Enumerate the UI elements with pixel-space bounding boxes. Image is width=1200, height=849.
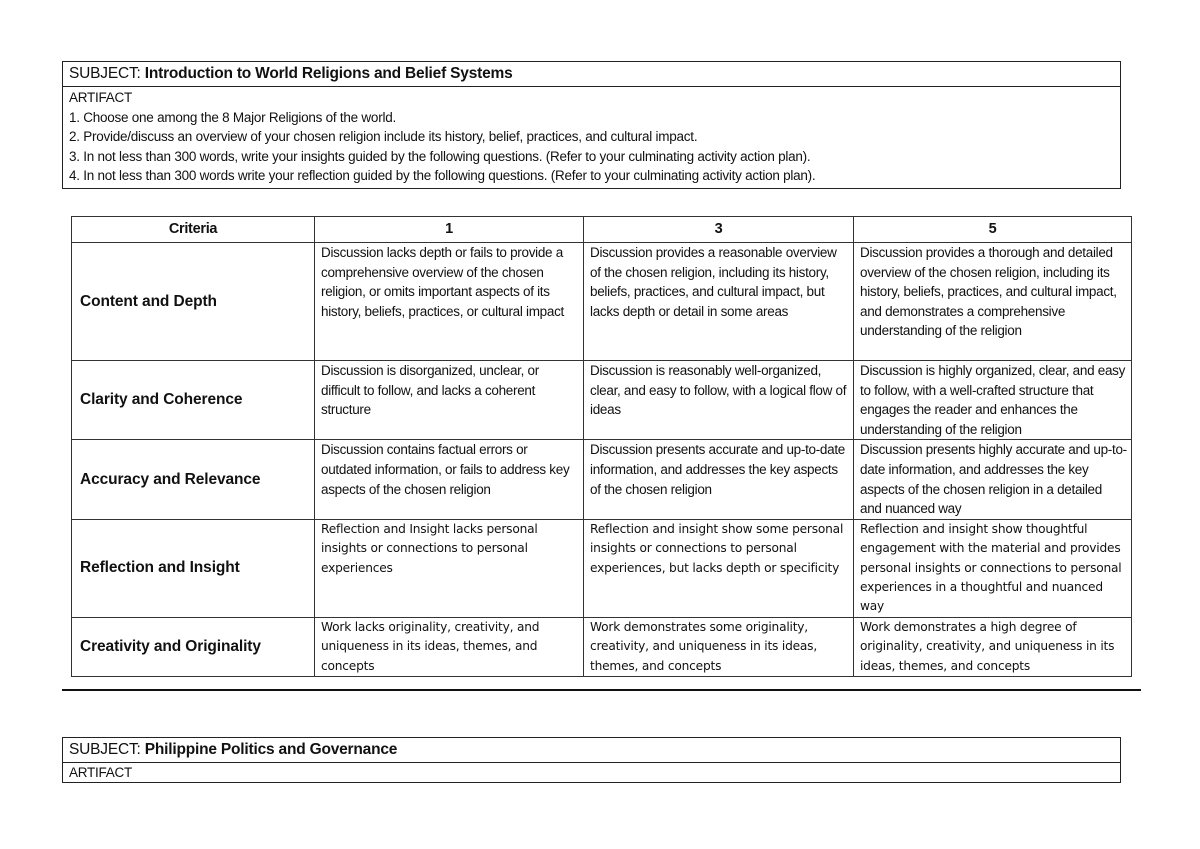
score-5-cell: Work demonstrates a high degree of originality, creativity, and uniqueness in its ideas, themes, and concepts [854, 617, 1132, 676]
subject-label: SUBJECT [69, 741, 137, 758]
score-3-cell: Work demonstrates some originality, creativity, and uniqueness in its ideas, themes, and concepts [584, 617, 854, 676]
criteria-cell: Reflection and Insight [72, 519, 315, 617]
subject-title: Introduction to World Religions and Belief Systems [144, 65, 513, 82]
criteria-cell: Creativity and Originality [72, 617, 315, 676]
subject-line: SUBJECT: Philippine Politics and Governance [63, 738, 1120, 763]
score-5-cell: Discussion provides a thorough and detailed overview of the chosen religion, including its history, beliefs, practices, and cultural impact, and demonstrates a comprehensive understanding of the religion [854, 243, 1132, 361]
criteria-cell: Accuracy and Relevance [72, 440, 315, 519]
table-row [72, 361, 1132, 440]
score-3-cell: Discussion is reasonably well-organized, clear, and easy to follow, with a logical flow of ideas [584, 361, 854, 440]
artifact-section [63, 763, 1120, 782]
score-5-cell: Reflection and insight show thoughtful engagement with the material and provides personal insights or connections to personal experiences in a thoughtful and nuanced way [854, 519, 1132, 617]
rubric-header-row [72, 217, 1132, 243]
instruction-item: 2. Provide/discuss an overview of your chosen religion include its history, belief, practices, and cultural impact. [69, 129, 698, 144]
instruction-item: 1. Choose one among the 8 Major Religions of the world. [69, 109, 396, 125]
table-row [72, 617, 1132, 676]
subject-title: Philippine Politics and Governance [144, 741, 398, 758]
score-1-cell: Discussion is disorganized, unclear, or difficult to follow, and lacks a coherent structure [315, 361, 584, 440]
score-5-cell: Discussion is highly organized, clear, and easy to follow, with a well-crafted structure that engages the reader and enhances the understanding of the religion [854, 361, 1132, 440]
subject-box-philippine-politics [62, 737, 1121, 783]
score-3-cell: Discussion presents accurate and up-to-date information, and addresses the key aspects of the chosen religion [584, 440, 854, 519]
criteria-cell: Content and Depth [72, 243, 315, 361]
instruction-item: 4. In not less than 300 words write your reflection guided by the following questions. (Refer to your culminating activity action plan). [69, 168, 816, 183]
header-criteria: Criteria [72, 217, 315, 243]
score-3-cell: Discussion provides a reasonable overview of the chosen religion, including its history, beliefs, practices, and cultural impact, but lacks depth or detail in some areas [584, 243, 854, 361]
rubric-table [71, 216, 1132, 677]
score-1-cell: Reflection and Insight lacks personal insights or connections to personal experiences [315, 519, 584, 617]
subject-label: SUBJECT [69, 65, 137, 82]
score-1-cell: Discussion lacks depth or fails to provide a comprehensive overview of the chosen religion, or omits important aspects of its history, beliefs, practices, or cultural impact [315, 243, 584, 361]
header-score-1: 1 [315, 217, 584, 243]
score-1-cell: Work lacks originality, creativity, and uniqueness in its ideas, themes, and concepts [315, 617, 584, 676]
score-5-cell: Discussion presents highly accurate and up-to-date information, and addresses the key aspects of the chosen religion in a detailed and nuanced way [854, 440, 1132, 519]
table-row [72, 243, 1132, 361]
subject-line: SUBJECT: Introduction to World Religions and Belief Systems [63, 62, 1120, 87]
artifact-label: ARTIFACT [69, 90, 133, 105]
artifact-section [63, 87, 1120, 188]
score-3-cell: Reflection and insight show some personal insights or connections to personal experiences, but lacks depth or specificity [584, 519, 854, 617]
instruction-item: 3. In not less than 300 words, write your insights guided by the following questions. (Refer to your culminating activity action plan). [69, 148, 811, 164]
table-row [72, 440, 1132, 519]
table-row [72, 519, 1132, 617]
criteria-cell: Clarity and Coherence [72, 361, 315, 440]
header-score-5: 5 [854, 217, 1132, 243]
header-score-3: 3 [584, 217, 854, 243]
section-divider [62, 689, 1141, 691]
score-1-cell: Discussion contains factual errors or outdated information, or fails to address key aspects of the chosen religion [315, 440, 584, 519]
subject-box-world-religions [62, 61, 1121, 189]
artifact-label: ARTIFACT [69, 765, 133, 780]
